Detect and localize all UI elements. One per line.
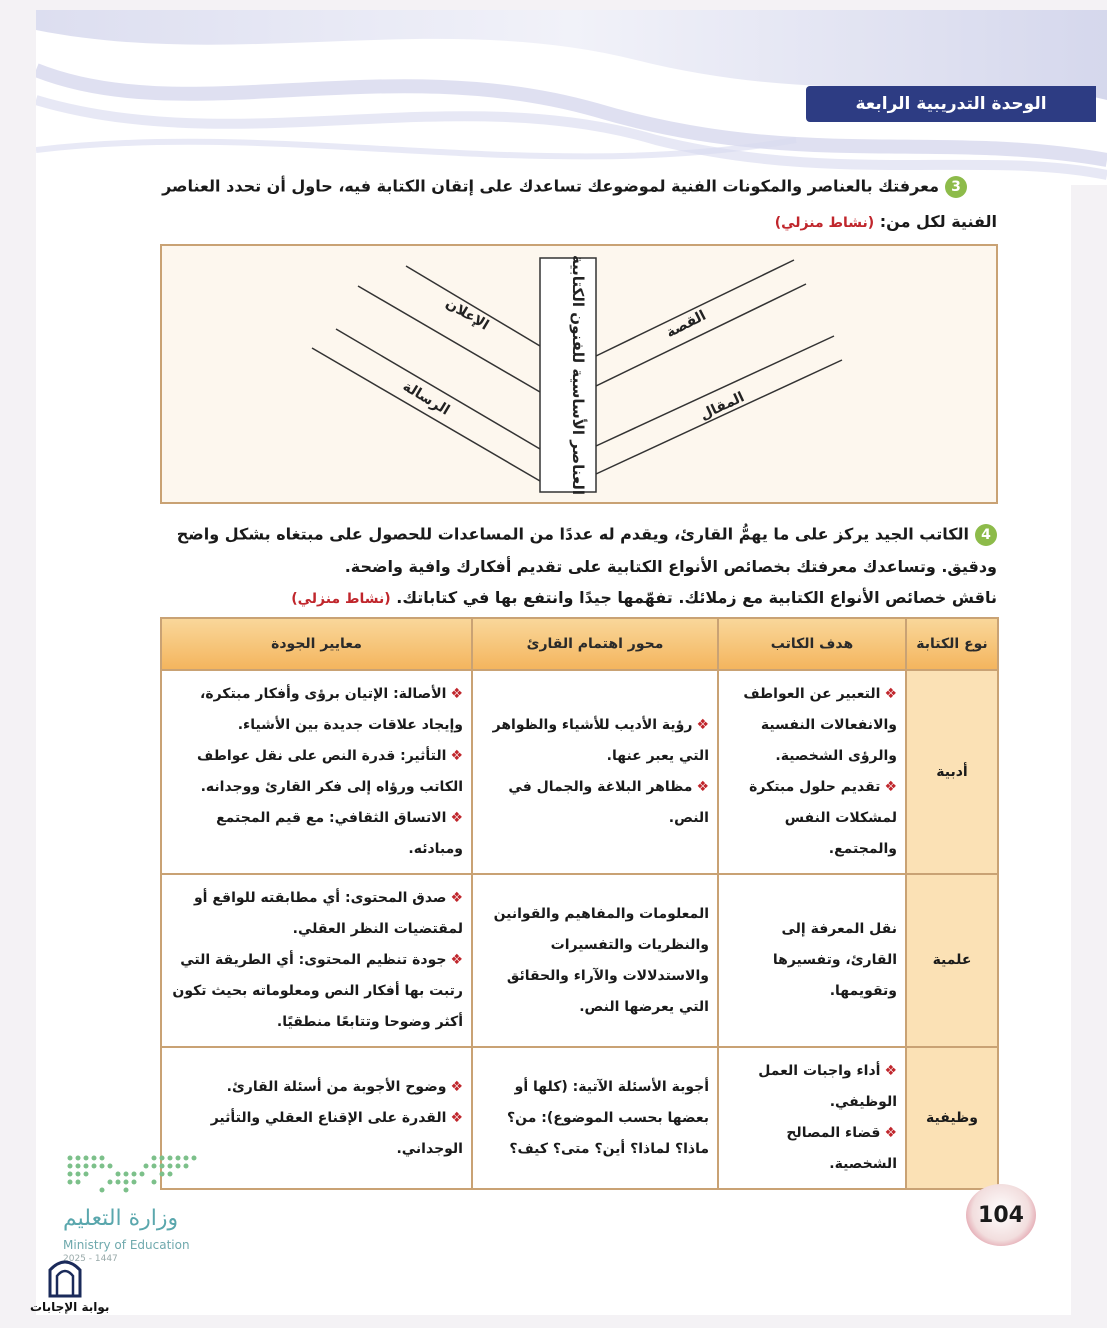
header-focus: محور اهتمام القارئ	[472, 618, 718, 670]
row-type: وظيفية	[906, 1047, 998, 1189]
page-number: 104	[978, 1202, 1024, 1228]
story-line-top	[596, 260, 794, 356]
unit-title: الوحدة التدريبية الرابعة	[855, 94, 1047, 114]
page-number-badge	[966, 1184, 1036, 1246]
bullet-icon: ❖	[696, 717, 709, 733]
row-focus: المعلومات والمفاهيم والقوانين والنظريات والتفسيرات والاستدلالات والآراء والحقائق التي يعرضها النص.	[472, 874, 718, 1047]
bullet-item: ❖الأصالة: الإتيان برؤى وأفكار مبتكرة، وإيجاد علاقات جديدة بين الأشياء.	[200, 686, 463, 733]
writing-types-table	[160, 617, 999, 1190]
q3-text-1: معرفتك بالعناصر والمكونات الفنية لموضوعك تساعدك على إتقان الكتابة فيه، حاول أن تحدد العناصر	[162, 176, 939, 196]
ministry-name-ar: وزارة التعليم	[63, 1206, 179, 1231]
story-line-bottom	[596, 284, 806, 386]
q3-line1	[162, 176, 967, 198]
q4-activity-label: (نشاط منزلي)	[291, 591, 391, 607]
elements-diagram	[160, 244, 998, 504]
bullet-icon: ❖	[450, 1078, 463, 1095]
ministry-year: 2025 - 1447	[63, 1254, 118, 1264]
bullet-icon: ❖	[884, 1063, 897, 1079]
q4-line3	[291, 588, 997, 607]
q4-number-badge: 4	[975, 524, 997, 546]
site-logo-icon	[44, 1256, 86, 1298]
bullet-icon: ❖	[696, 779, 709, 795]
header-type: نوع الكتابة	[906, 618, 998, 670]
letter-line-top	[336, 329, 540, 449]
row-quality	[161, 670, 472, 874]
bullet-icon: ❖	[450, 1109, 463, 1126]
bullet-icon: ❖	[450, 890, 463, 906]
bullet-item: ❖التأثير: قدرة النص على نقل عواطف الكاتب ورؤاه إلى فكر القارئ ووجدانه.	[197, 748, 463, 795]
table-header-row	[161, 618, 998, 670]
letter-line-bottom	[312, 348, 540, 481]
header-goal: هدف الكاتب	[718, 618, 906, 670]
bullet-icon: ❖	[450, 952, 463, 968]
q3-text-2: الفنية لكل من:	[879, 212, 997, 231]
branch-article-label: المقال	[697, 389, 747, 424]
bullet-icon: ❖	[450, 686, 463, 702]
table-row	[161, 1047, 998, 1189]
q4-text-2: ودقيق. وتساعدك معرفتك بخصائص الأنواع الكتابية على تقديم أفكارك وافية واضحة.	[344, 557, 997, 576]
row-type: أدبية	[906, 670, 998, 874]
branch-ad-label: الإعلان	[442, 295, 492, 334]
q4-line2	[345, 557, 997, 576]
article-line-top	[596, 336, 834, 446]
site-name: بوابة الإجابات	[30, 1300, 110, 1314]
bullet-icon: ❖	[884, 779, 897, 795]
branch-story-label: القصة	[663, 307, 709, 342]
bullet-icon: ❖	[450, 810, 463, 826]
table-row	[161, 670, 998, 874]
q3-activity-label: (نشاط منزلي)	[774, 215, 875, 231]
row-quality	[161, 874, 472, 1047]
bullet-item: ❖وضوح الأجوبة من أسئلة القارئ.	[226, 1078, 463, 1095]
diagram-center-label: العناصر الأساسية للفنون الكتابية	[569, 254, 587, 496]
header-quality: معايير الجودة	[161, 618, 472, 670]
row-focus: أجوبة الأسئلة الآتية: (كلها أو بعضها بحسب الموضوع): من؟ ماذا؟ لماذا؟ أين؟ متى؟ كيف؟	[472, 1047, 718, 1189]
bullet-item: ❖الاتساق الثقافي: مع قيم المجتمع ومبادئه.	[216, 810, 463, 857]
bullet-item: ❖القدرة على الإقناع العقلي والتأثير الوجداني.	[210, 1109, 463, 1157]
table-row	[161, 874, 998, 1047]
q3-number-badge: 3	[945, 176, 967, 198]
ad-line-top	[406, 266, 540, 346]
bullet-item: ❖تقديم حلول مبتكرة لمشكلات النفس والمجتمع.	[749, 779, 897, 857]
q4-line1	[177, 524, 997, 546]
unit-title-tab	[806, 86, 1096, 122]
q4-text-3: ناقش خصائص الأنواع الكتابية مع زملائك. تفهّمها جيدًا وانتفع بها في كتاباتك.	[396, 588, 997, 607]
bullet-item: ❖رؤية الأديب للأشياء والظواهر التي يعبر عنها.	[492, 717, 709, 764]
row-goal	[718, 670, 906, 874]
bullet-item: ❖صدق المحتوى: أي مطابقته للواقع أو لمقتضيات النظر العقلي.	[193, 890, 463, 937]
row-focus	[472, 670, 718, 874]
branch-letter-label: الرسالة	[399, 378, 453, 419]
bullet-item: ❖مظاهر البلاغة والجمال في النص.	[508, 779, 709, 826]
row-type: علمية	[906, 874, 998, 1047]
row-goal	[718, 1047, 906, 1189]
ministry-name-en: Ministry of Education	[63, 1238, 190, 1252]
bullet-icon: ❖	[884, 686, 897, 702]
row-quality	[161, 1047, 472, 1189]
bullet-item: ❖جودة تنظيم المحتوى: أي الطريقة التي رتبت بها أفكار النص ومعلوماته بحيث تكون أكثر وضوحا وتتابعًا منطقيًا.	[172, 952, 463, 1030]
article-line-bottom	[596, 360, 842, 474]
row-goal: نقل المعرفة إلى القارئ، وتفسيرها وتقويمها.	[718, 874, 906, 1047]
q3-line2	[775, 212, 997, 231]
diagram-lines	[162, 246, 996, 502]
bullet-item: ❖التعبير عن العواطف والانفعالات النفسية والرؤى الشخصية.	[743, 686, 897, 764]
ministry-logo-dots-icon	[62, 1152, 202, 1200]
bullet-icon: ❖	[884, 1125, 897, 1141]
q4-text-1: الكاتب الجيد يركز على ما يهمُّ القارئ، ويقدم له عددًا من المساعدات للحصول على مبتغاه بشكل واضح	[176, 524, 969, 544]
bullet-item: ❖أداء واجبات العمل الوظيفي.	[758, 1063, 897, 1110]
bullet-item: ❖قضاء المصالح الشخصية.	[786, 1125, 897, 1172]
bullet-icon: ❖	[450, 748, 463, 764]
